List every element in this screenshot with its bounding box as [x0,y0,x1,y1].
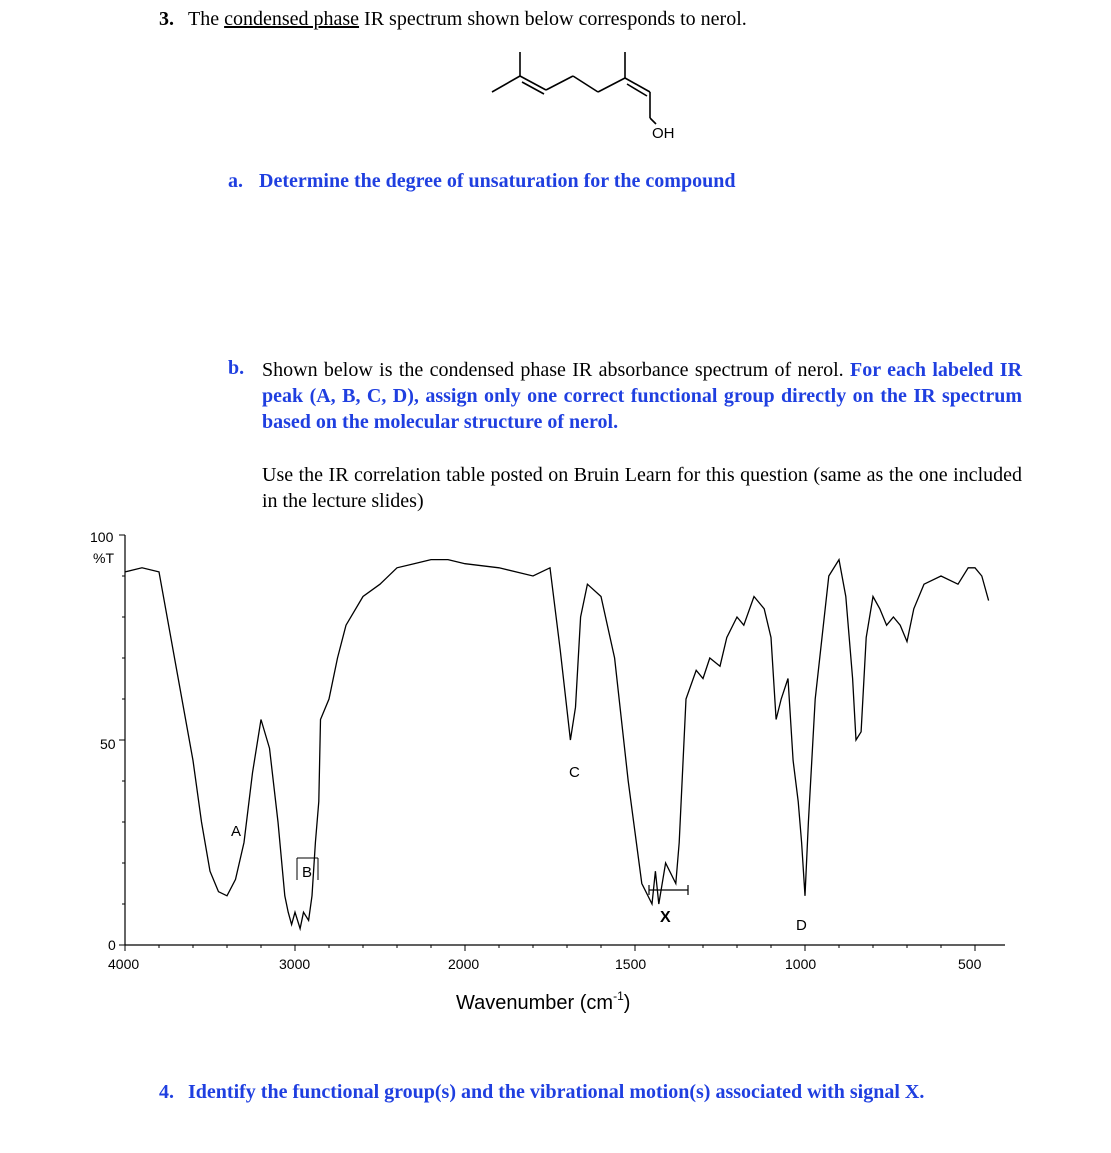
part-a [228,170,735,193]
signal-x-label: X [660,909,671,926]
hydroxyl-label: OH [652,125,675,142]
part-b-plain: Shown below is the condensed phase IR absorbance spectrum of nerol. [262,359,851,381]
question-3-underlined: condensed phase [224,8,360,30]
question-3 [159,8,747,31]
part-b-note: Use the IR correlation table posted on Bruin Learn for this question (same as the one included in the lecture slides) [262,464,1022,512]
x-tick-2000: 2000 [448,956,480,972]
part-a-text: Determine the degree of unsaturation for the compound [259,170,736,192]
peak-label-c: C [569,764,580,781]
part-b-label: b. [228,357,245,379]
question-3-number: 3. [159,8,174,30]
question-4 [159,1081,924,1104]
x-axis-label: Wavenumber $(cm^{-1})$ [456,989,631,1014]
y-axis-label: %T [93,550,114,566]
part-a-label: a. [228,170,243,192]
question-4-text: Identify the functional group(s) and the vibrational motion(s) associated with signal X. [188,1081,925,1103]
y-tick-100: 100 [90,529,114,545]
y-tick-50: 50 [100,736,116,752]
y-tick-0: 0 [108,937,116,953]
part-b-text [262,357,1022,435]
peak-label-a: A [231,823,242,840]
question-4-number: 4. [159,1081,174,1103]
x-tick-500: 500 [958,956,982,972]
x-tick-1500: 1500 [615,956,647,972]
ir-trace [125,560,989,929]
peak-label-b: B [302,864,313,881]
x-tick-1000: 1000 [785,956,817,972]
x-tick-4000: 4000 [108,956,140,972]
part-b-instruction: For each labeled IR peak (A, B, C, D), assign only one correct functional group directly on the IR spectrum based on the molecular structure of nerol. [262,359,1023,433]
x-tick-3000: 3000 [279,956,311,972]
question-3-text-before: The [188,8,225,30]
ir-spectrum-chart [0,520,1111,1020]
nerol-structure [480,40,700,150]
peak-label-d: D [796,917,807,934]
question-3-text-after: IR spectrum shown below corresponds to nerol. [359,8,747,30]
